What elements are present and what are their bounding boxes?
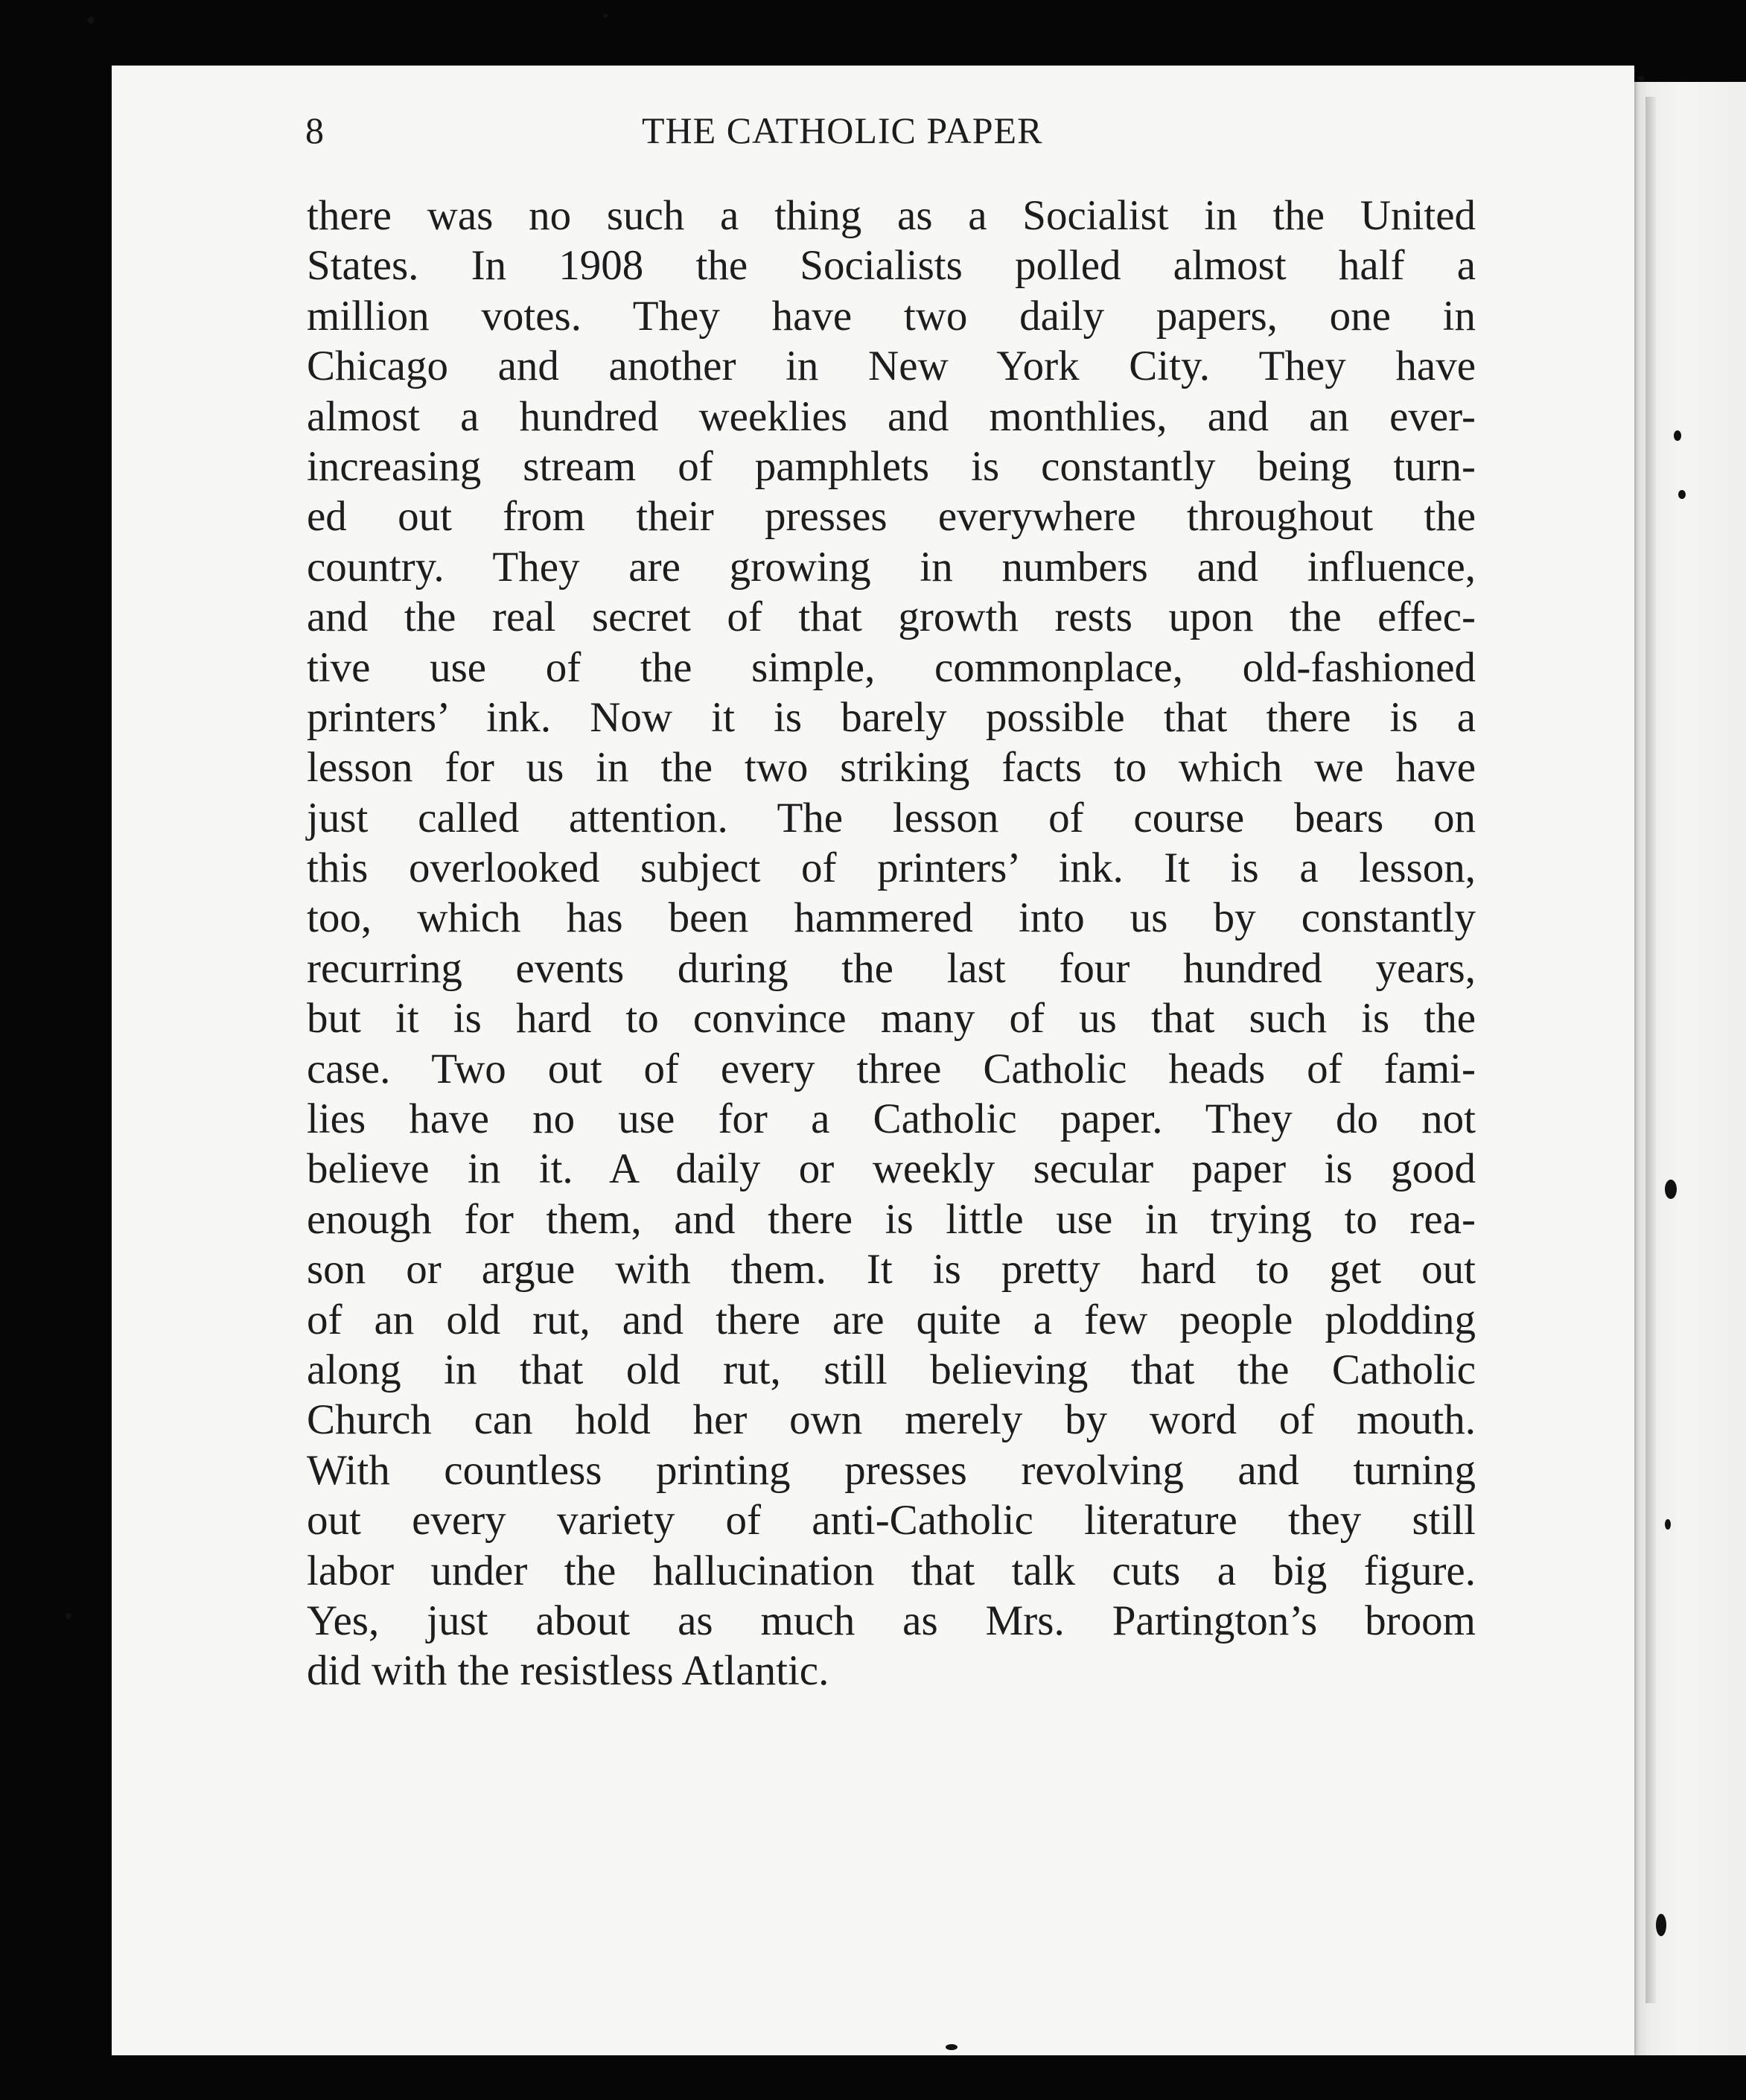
scan-speck xyxy=(66,1613,71,1619)
running-title: THE CATHOLIC PAPER xyxy=(642,109,1043,151)
text-line: Church can hold her own merely by word of mouth. xyxy=(307,1396,1476,1444)
gutter-shadow xyxy=(1645,97,1656,2003)
scan-speck xyxy=(1638,76,1645,81)
text-line: lies have no use for a Catholic paper. They do not xyxy=(307,1095,1476,1143)
text-line: just called attention. The lesson of course bears on xyxy=(307,794,1476,841)
text-line: did with the resistless Atlantic. xyxy=(307,1647,829,1695)
text-line: of an old rut, and there are quite a few people plodding xyxy=(307,1296,1476,1343)
text-line: States. In 1908 the Socialists polled almost half a xyxy=(307,242,1476,290)
text-line: son or argue with them. It is pretty hard to get out xyxy=(307,1246,1476,1294)
body-paragraph xyxy=(307,191,1476,1696)
text-line: there was no such a thing as a Socialist in the United xyxy=(307,192,1476,239)
text-line: Yes, just about as much as Mrs. Partington’s broom xyxy=(307,1597,1476,1644)
text-line: tive use of the simple, commonplace, old-fashioned xyxy=(307,643,1476,691)
text-line: printers’ ink. Now it is barely possible that there is a xyxy=(307,693,1476,741)
text-line: recurring events during the last four hundred years, xyxy=(307,944,1476,992)
text-line: Chicago and another in New York City. They have xyxy=(307,343,1476,390)
scan-speck xyxy=(1665,1180,1677,1199)
scan-speck xyxy=(88,16,94,24)
text-line: out every variety of anti-Catholic literature they still xyxy=(307,1497,1476,1544)
text-line: million votes. They have two daily papers, one in xyxy=(307,292,1476,340)
text-line: along in that old rut, still believing that the Catholic xyxy=(307,1346,1476,1393)
text-line: country. They are growing in numbers and influence, xyxy=(307,543,1476,591)
scan-speck xyxy=(1665,1519,1671,1530)
text-line: but it is hard to convince many of us that such is the xyxy=(307,995,1476,1043)
text-line: believe in it. A daily or weekly secular paper is good xyxy=(307,1145,1476,1193)
text-line: lesson for us in the two striking facts to which we have xyxy=(307,744,1476,792)
scan-speck xyxy=(603,13,608,18)
text-line: enough for them, and there is little use in trying to rea- xyxy=(307,1195,1476,1243)
text-line: and the real secret of that growth rests upon the effec- xyxy=(307,594,1476,641)
running-head xyxy=(305,109,1162,161)
scan-speck xyxy=(1678,490,1686,499)
scan-speck xyxy=(946,2044,958,2050)
text-line: ed out from their presses everywhere throughout the xyxy=(307,493,1476,541)
text-line: increasing stream of pamphlets is constantly being turn- xyxy=(307,442,1476,490)
text-line: too, which has been hammered into us by constantly xyxy=(307,894,1476,942)
page-number: 8 xyxy=(305,109,325,151)
text-line: this overlooked subject of printers’ ink. It is a lesson, xyxy=(307,844,1476,892)
text-line: With countless printing presses revolving and turning xyxy=(307,1446,1476,1494)
text-line: almost a hundred weeklies and monthlies, and an ever- xyxy=(307,392,1476,440)
scan-speck xyxy=(1656,1914,1666,1936)
text-line: labor under the hallucination that talk cuts a big figure. xyxy=(307,1547,1476,1594)
text-line: case. Two out of every three Catholic heads of fami- xyxy=(307,1045,1476,1092)
scan-speck xyxy=(1674,430,1681,441)
